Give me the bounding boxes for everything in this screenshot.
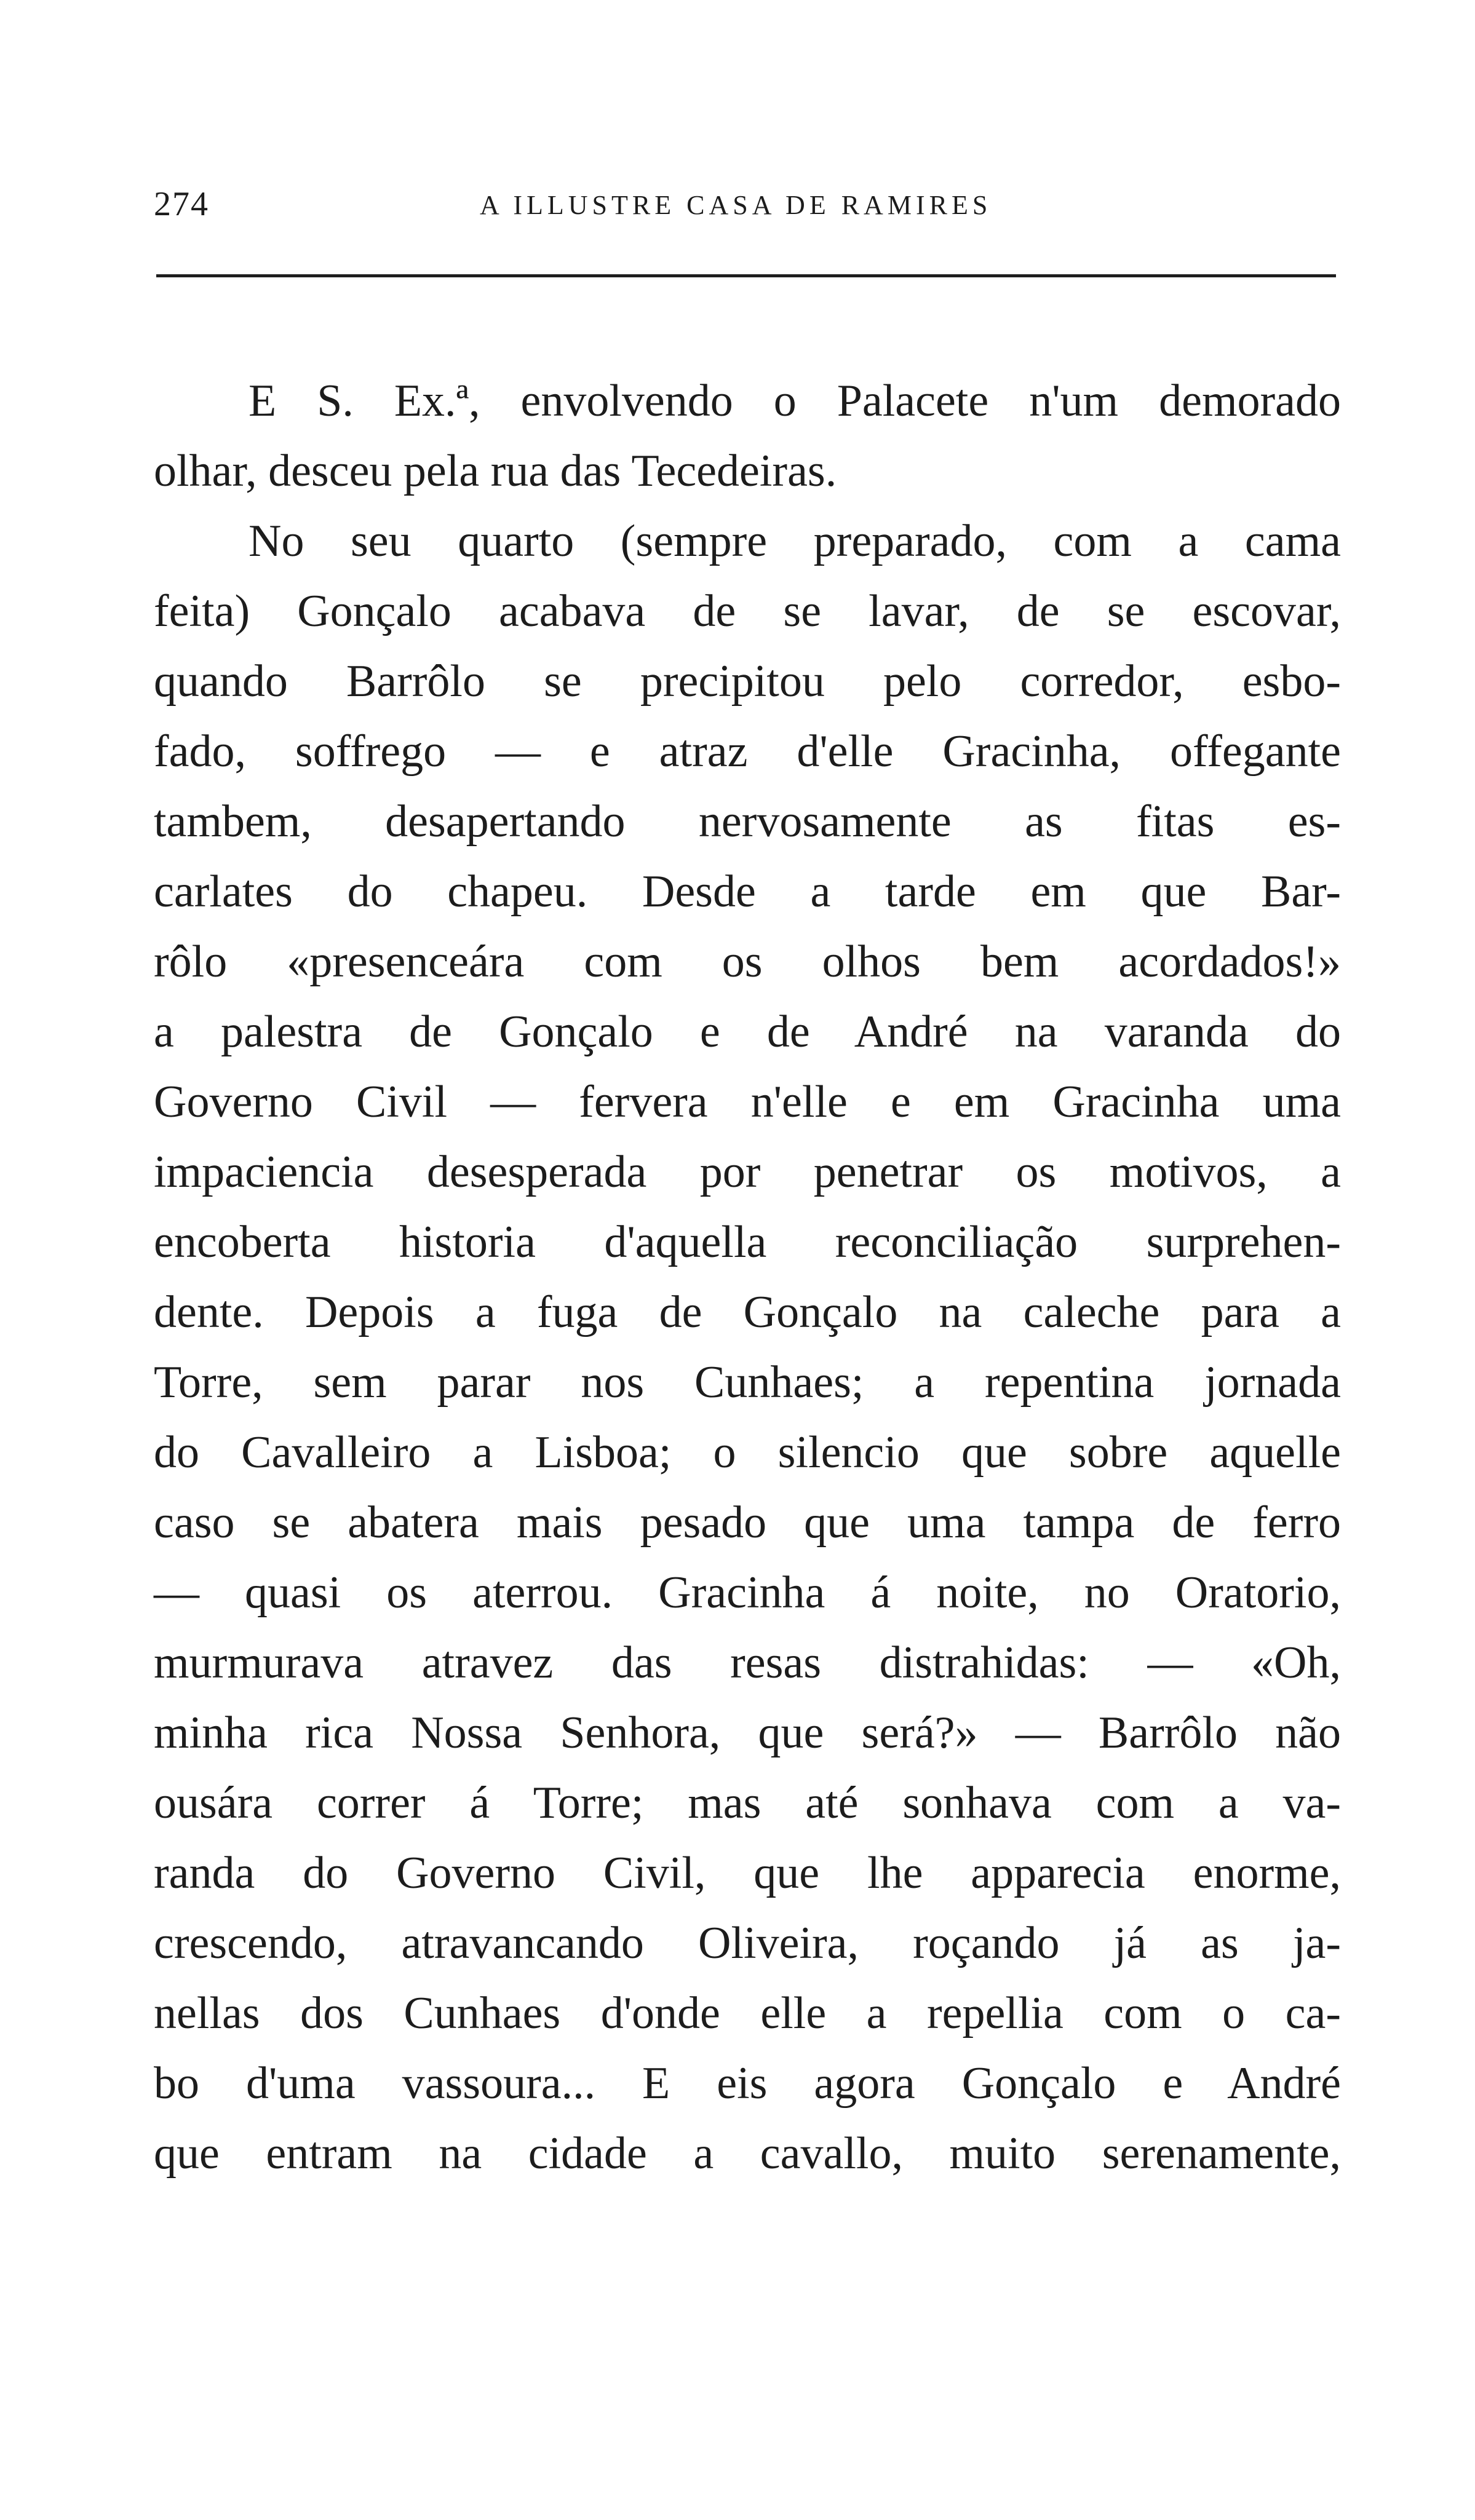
header-rule	[156, 274, 1336, 277]
text-line: tambem, desapertando nervosamente as fitas es-	[154, 796, 1341, 847]
text-line: E S. Ex.ª, envolvendo o Palacete n'um demorado	[248, 376, 1341, 426]
text-line: Governo Civil — fervera n'elle e em Gracinha uma	[154, 1077, 1341, 1127]
text-line: murmurava atravez das resas distrahidas: — «Oh,	[154, 1638, 1341, 1688]
text-line: olhar, desceu pela rua das Tecedeiras.	[154, 446, 837, 496]
text-line: fado, soffrego — e atraz d'elle Gracinha, offegante	[154, 726, 1341, 777]
page-number: 274	[154, 185, 209, 223]
text-line: ousára correr á Torre; mas até sonhava com a va-	[154, 1778, 1341, 1828]
text-line: bo d'uma vassoura... E eis agora Gonçalo e André	[154, 2058, 1341, 2109]
text-line: quando Barrôlo se precipitou pelo corredor, esbo-	[154, 656, 1341, 707]
text-line: Torre, sem parar nos Cunhaes; a repentina jornada	[154, 1357, 1341, 1408]
text-line: randa do Governo Civil, que lhe apparecia enorme,	[154, 1848, 1341, 1898]
text-line: rôlo «presenceára com os olhos bem acordados!»	[154, 937, 1341, 987]
text-line: caso se abatera mais pesado que uma tampa de ferro	[154, 1497, 1341, 1548]
text-line: nellas dos Cunhaes d'onde elle a repellia com o ca-	[154, 1988, 1341, 2039]
text-line: feita) Gonçalo acabava de se lavar, de se escovar,	[154, 586, 1341, 636]
running-title: A ILLUSTRE CASA DE RAMIRES	[480, 190, 992, 220]
body-text	[154, 366, 1341, 2189]
text-line: dente. Depois a fuga de Gonçalo na caleche para a	[154, 1287, 1341, 1337]
text-line: minha rica Nossa Senhora, que será?» — Barrôlo não	[154, 1708, 1341, 1758]
text-line: a palestra de Gonçalo e de André na varanda do	[154, 1007, 1341, 1057]
text-line: No seu quarto (sempre preparado, com a cama	[248, 516, 1341, 566]
text-line: que entram na cidade a cavallo, muito serenamente,	[154, 2128, 1341, 2179]
text-line: do Cavalleiro a Lisboa; o silencio que sobre aquelle	[154, 1427, 1341, 1478]
text-line: impaciencia desesperada por penetrar os motivos, a	[154, 1147, 1341, 1197]
text-line: — quasi os aterrou. Gracinha á noite, no Oratorio,	[154, 1567, 1341, 1618]
text-line: carlates do chapeu. Desde a tarde em que Bar-	[154, 866, 1341, 917]
text-line: crescendo, atravancando Oliveira, roçando já as ja-	[154, 1918, 1341, 1968]
page-header	[154, 180, 1341, 229]
text-line: encoberta historia d'aquella reconciliação surprehen-	[154, 1217, 1341, 1267]
